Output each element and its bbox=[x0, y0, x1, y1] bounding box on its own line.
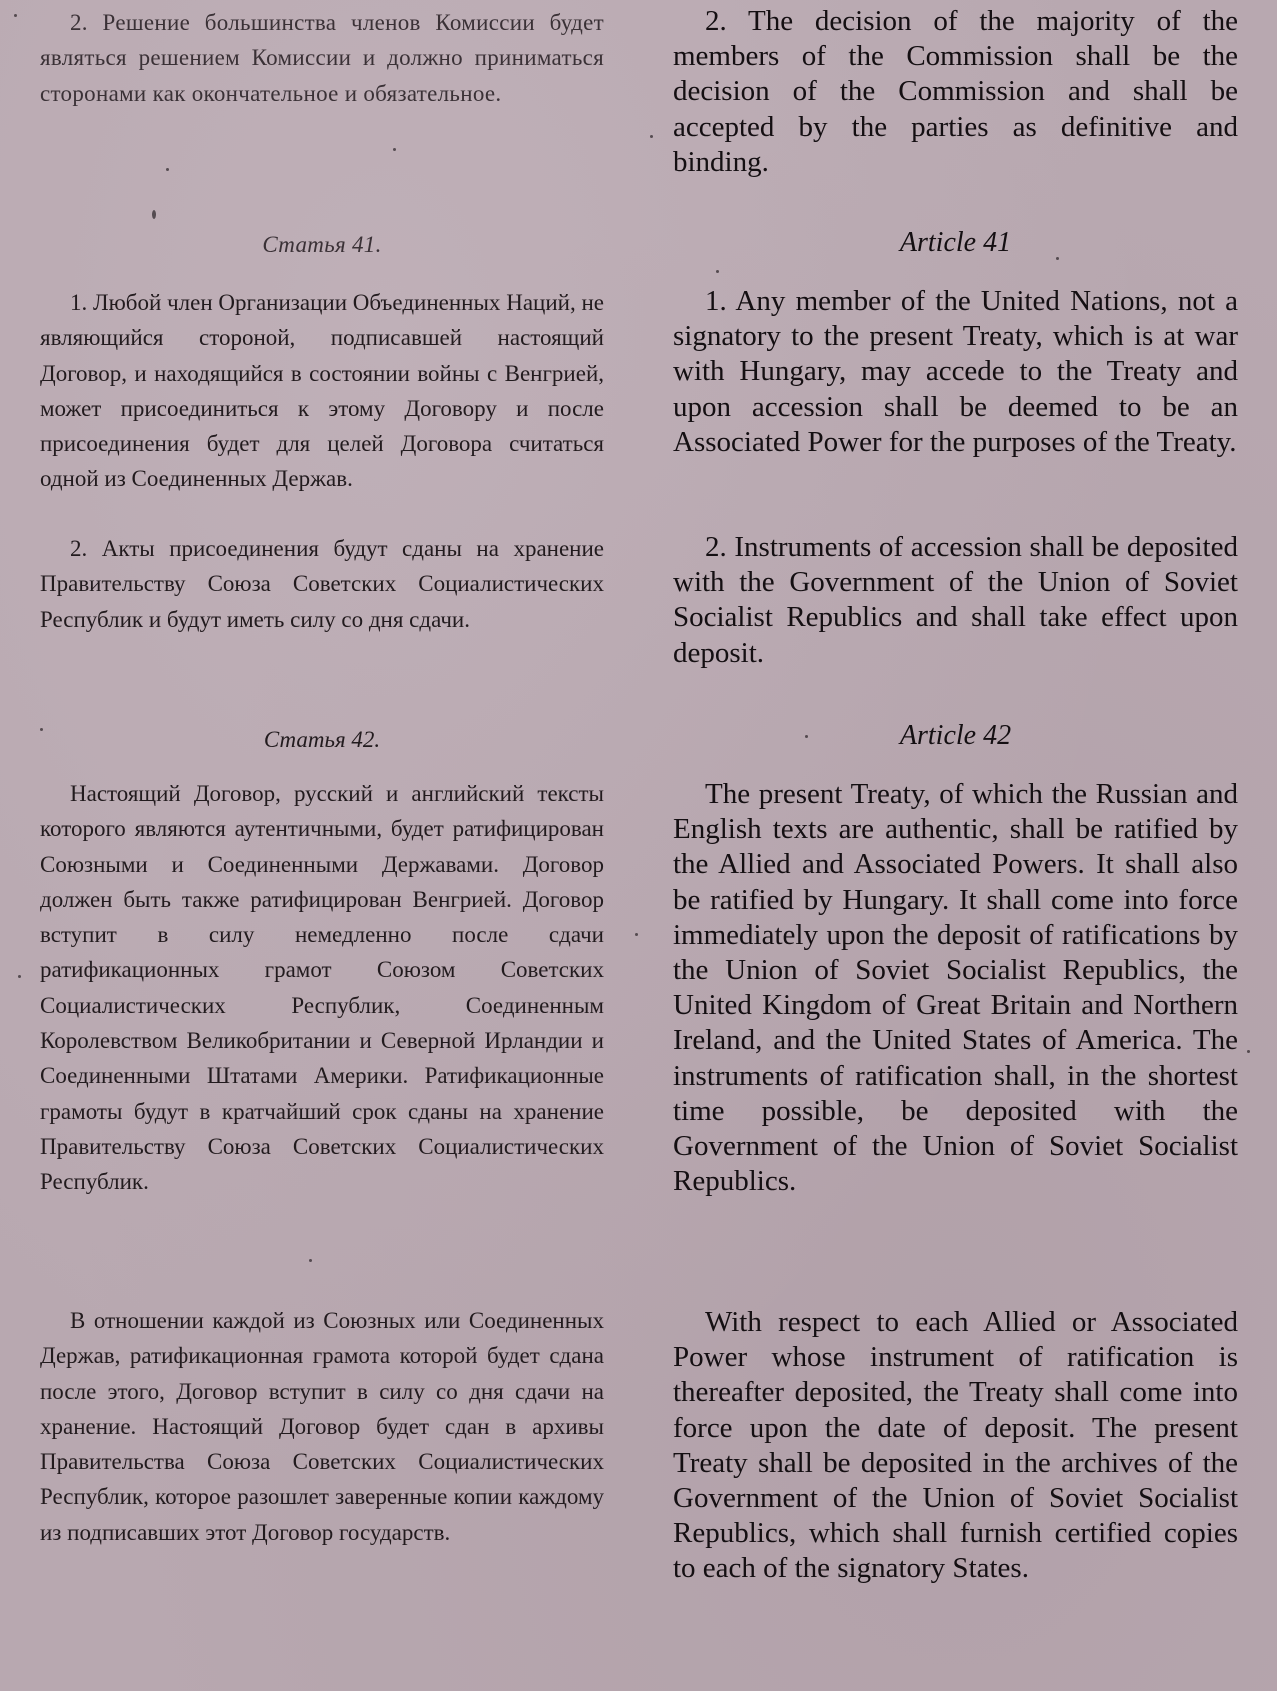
en-art41-paragraph-1: 1. Any member of the United Nations, not a signatory to the present Treaty, which is at war with Hungary, may accede to the Treaty and upon accession shall be deemed to be an Associated Power for the purposes of the Treaty. bbox=[673, 285, 1238, 458]
scan-speck bbox=[1056, 257, 1059, 260]
ru-art41-paragraph-2: 2. Акты присоединения будут сданы на хранение Правительству Союза Советских Социалистических Республик и будут иметь силу со дня сдачи. bbox=[40, 536, 604, 632]
scan-speck bbox=[309, 1259, 312, 1262]
en-art42-paragraph-1: The present Treaty, of which the Russian and English texts are authentic, shall be ratified by the Allied and Associated Powers. It shall also be ratified by Hungary. It shall come into force immediately upon the deposit of ratifications by the Union of Soviet Socialist Republics, the United Kingdom of Great Britain and Northern Ireland, and the United States of America. The instruments of ratification shall, in the shortest time possible, be deposited with the Government of the Union of Soviet Socialist Republics. bbox=[673, 778, 1238, 1198]
scan-speck bbox=[650, 135, 653, 138]
en-art40-paragraph-2: 2. The decision of the majority of the members of the Commission shall be the decision of the Commission and shall be accepted by the parties as definitive and binding. bbox=[673, 5, 1238, 178]
ru-art41-paragraph-1: 1. Любой член Организации Объединенных Наций, не являющийся стороной, подписавшей настоящий Договор, и находящийся в состоянии войны с Венгрией, может присоединиться к этому Договору и после присоединения будет для целей Договора считаться одной из Соединенных Держав. bbox=[40, 290, 604, 492]
en-article-42-heading: Article 42 bbox=[899, 720, 1012, 751]
en-article-41-heading: Article 41 bbox=[899, 227, 1012, 258]
scan-speck bbox=[635, 933, 638, 936]
en-art42-paragraph-2: With respect to each Allied or Associated Power whose instrument of ratification is thereafter deposited, the Treaty shall come into force upon the date of deposit. The present Treaty shall be deposited in the archives of the Government of the Union of Soviet Socialist Republics, which shall furnish certified copies to each of the signatory States. bbox=[673, 1306, 1238, 1585]
ru-art42-paragraph-2: В отношении каждой из Союзных или Соединенных Держав, ратификационная грамота которой будет сдана после этого, Договор вступит в силу со дня сдачи на хранение. Настоящий Договор будет сдан в архивы Правительства Союза Советских Социалистических Республик, которое разошлет заверенные копии каждому из подписавших этот Договор государств. bbox=[40, 1308, 604, 1545]
scan-speck bbox=[716, 270, 719, 273]
scan-speck bbox=[40, 728, 43, 731]
ru-article-41-heading: Статья 41. bbox=[262, 232, 382, 257]
scan-speck bbox=[152, 210, 156, 219]
ru-article-42-heading: Статья 42. bbox=[263, 727, 381, 752]
scan-speck bbox=[393, 148, 396, 151]
scan-speck bbox=[18, 975, 21, 978]
scan-speck bbox=[166, 168, 169, 171]
scan-speck bbox=[1247, 1050, 1250, 1053]
ru-art40-paragraph-2: 2. Решение большинства членов Комиссии будет являться решением Комиссии и должно приниматься сторонами как окончательное и обязательное. bbox=[40, 10, 604, 106]
en-art41-paragraph-2: 2. Instruments of accession shall be deposited with the Government of the Union of Soviet Socialist Republics and shall take effect upon deposit. bbox=[673, 531, 1238, 669]
ru-art42-paragraph-1: Настоящий Договор, русский и английский тексты которого являются аутентичными, будет ратифицирован Союзными и Соединенными Державами. Договор должен быть также ратифицирован Венгрией. Договор вступит в силу немедленно после сдачи ратификационных грамот Союзом Советских Социалистических Республик, Соединенным Королевством Великобритании и Северной Ирландии и Соединенными Штатами Америки. Ратификационные грамоты будут в кратчайший срок сданы на хранение Правительству Союза Советских Социалистических Республик. bbox=[40, 781, 604, 1195]
scan-speck bbox=[14, 14, 17, 17]
scan-speck bbox=[805, 735, 808, 738]
